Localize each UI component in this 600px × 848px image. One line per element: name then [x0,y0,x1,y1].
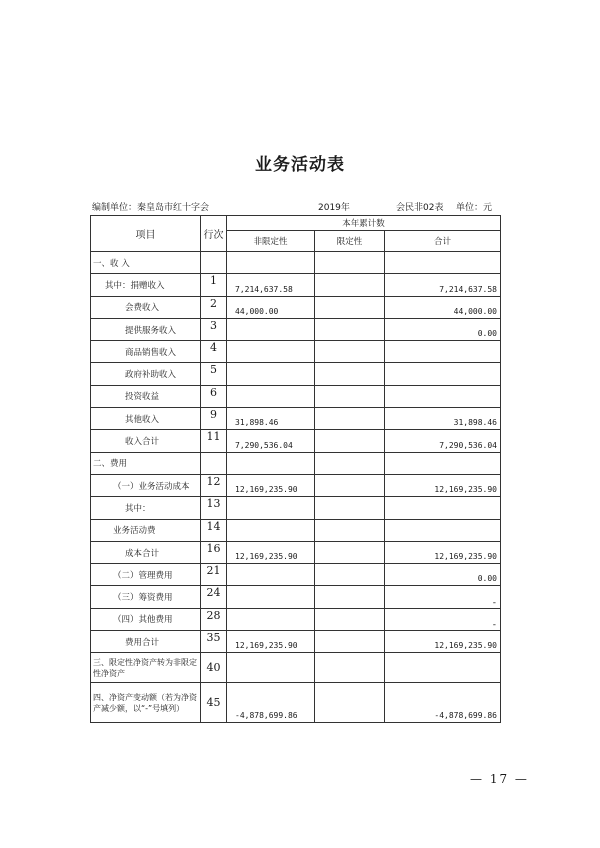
row-item: 其中： [91,497,201,519]
row-item: 费用合计 [91,631,201,653]
row-item: 业务活动费 [91,519,201,541]
row-total [385,363,501,385]
row-line: 13 [201,497,227,519]
row-restricted [315,318,385,340]
row-restricted [315,252,385,274]
table-row [91,497,501,519]
header-total: 合计 [385,231,501,252]
row-line: 3 [201,318,227,340]
row-restricted [315,586,385,608]
row-item: 一、收 入 [91,252,201,274]
row-line: 12 [201,474,227,496]
row-total [385,341,501,363]
row-line: 6 [201,385,227,407]
row-item: （三）筹资费用 [91,586,201,608]
row-line [201,252,227,274]
table-row [91,252,501,274]
row-restricted [315,564,385,586]
report-title: 业务活动表 [255,155,345,175]
row-total: 0.00 [385,564,501,586]
row-restricted [315,631,385,653]
row-unrestricted [227,653,315,683]
table-row [91,631,501,653]
table-row [91,408,501,430]
row-restricted [315,452,385,474]
row-unrestricted [227,341,315,363]
row-item: （一）业务活动成本 [91,474,201,496]
row-line: 2 [201,296,227,318]
row-unrestricted [227,497,315,519]
row-total [385,252,501,274]
row-restricted [315,363,385,385]
table-row [91,341,501,363]
row-total [385,653,501,683]
page-number: — 17 — [470,772,529,786]
row-item: 投资收益 [91,385,201,407]
row-total: - [385,608,501,630]
table-row [91,452,501,474]
row-item: 四、净资产变动额（若为净资产减少额，以“-”号填列） [91,683,201,723]
org-label: 编制单位：秦皇岛市红十字会 [92,203,210,213]
row-line: 9 [201,408,227,430]
row-unrestricted [227,608,315,630]
year-label: 2019年 [318,203,350,213]
row-line: 4 [201,341,227,363]
row-unrestricted [227,519,315,541]
table-row [91,385,501,407]
header-item: 项目 [91,216,201,252]
table-row [91,564,501,586]
row-unrestricted: 7,290,536.04 [227,430,315,452]
row-restricted [315,341,385,363]
row-restricted [315,385,385,407]
row-total: 7,214,637.58 [385,274,501,296]
row-total: - [385,586,501,608]
row-unrestricted: 12,169,235.90 [227,541,315,563]
row-unrestricted [227,363,315,385]
row-item: 收入合计 [91,430,201,452]
row-unrestricted: -4,878,699.86 [227,683,315,723]
row-item: （四）其他费用 [91,608,201,630]
row-unrestricted: 7,214,637.58 [227,274,315,296]
row-line: 14 [201,519,227,541]
row-restricted [315,541,385,563]
row-total: 0.00 [385,318,501,340]
row-line: 21 [201,564,227,586]
row-restricted [315,519,385,541]
row-item: 三、限定性净资产转为非限定性净资产 [91,653,201,683]
row-unrestricted: 12,169,235.90 [227,474,315,496]
row-unrestricted [227,318,315,340]
header-restricted: 限定性 [315,231,385,252]
row-total [385,385,501,407]
row-unrestricted [227,564,315,586]
row-item: 二、费用 [91,452,201,474]
table-row [91,318,501,340]
row-unrestricted [227,252,315,274]
table-row [91,474,501,496]
row-unrestricted: 12,169,235.90 [227,631,315,653]
form-code-label: 会民非02表 [396,203,444,213]
row-total: 31,898.46 [385,408,501,430]
row-total: 7,290,536.04 [385,430,501,452]
header-ytd-group: 本年累计数 [227,216,501,231]
row-unrestricted [227,452,315,474]
row-restricted [315,683,385,723]
row-total [385,519,501,541]
row-total: 12,169,235.90 [385,631,501,653]
table-row [91,519,501,541]
row-line: 1 [201,274,227,296]
row-restricted [315,408,385,430]
table-row [91,541,501,563]
row-line: 24 [201,586,227,608]
activity-table [90,215,501,723]
table-row [91,430,501,452]
row-line: 16 [201,541,227,563]
unit-label: 单位：元 [456,203,493,213]
row-line: 35 [201,631,227,653]
row-item: （二）管理费用 [91,564,201,586]
table-row [91,586,501,608]
table-row [91,683,501,723]
row-restricted [315,430,385,452]
row-item: 其中：捐赠收入 [91,274,201,296]
header-line-no: 行次 [201,216,227,252]
row-unrestricted [227,385,315,407]
row-restricted [315,608,385,630]
table-row [91,653,501,683]
row-restricted [315,653,385,683]
row-unrestricted: 44,000.00 [227,296,315,318]
row-restricted [315,274,385,296]
header-unrestricted: 非限定性 [227,231,315,252]
row-line: 40 [201,653,227,683]
row-item: 成本合计 [91,541,201,563]
row-unrestricted: 31,898.46 [227,408,315,430]
table-row [91,274,501,296]
row-total: 44,000.00 [385,296,501,318]
row-unrestricted [227,586,315,608]
row-total: -4,878,699.86 [385,683,501,723]
row-line: 45 [201,683,227,723]
row-line: 5 [201,363,227,385]
table-row [91,363,501,385]
row-line [201,452,227,474]
row-total [385,497,501,519]
row-restricted [315,296,385,318]
row-total: 12,169,235.90 [385,474,501,496]
row-item: 提供服务收入 [91,318,201,340]
table-row [91,608,501,630]
row-restricted [315,474,385,496]
row-item: 其他收入 [91,408,201,430]
row-line: 28 [201,608,227,630]
row-restricted [315,497,385,519]
row-item: 商品销售收入 [91,341,201,363]
row-total [385,452,501,474]
row-line: 11 [201,430,227,452]
row-item: 政府补助收入 [91,363,201,385]
row-total: 12,169,235.90 [385,541,501,563]
row-item: 会费收入 [91,296,201,318]
table-row [91,296,501,318]
